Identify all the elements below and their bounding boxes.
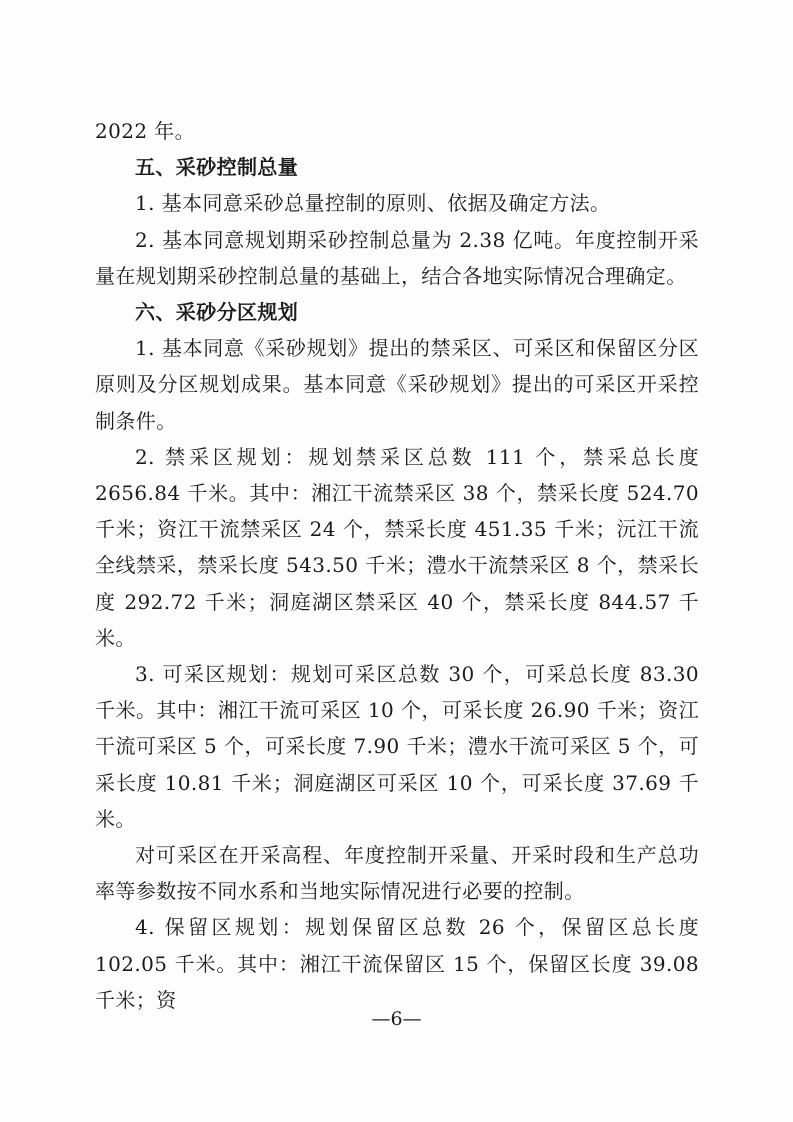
paragraph-permitted-zone-controls: 对可采区在开采高程、年度控制开采量、开采时段和生产总功率等参数按不同水系和当地实际情况进行必要的控制。 [95,843,699,904]
paragraph-5-2: 2. 基本同意规划期采砂控制总量为 2.38 亿吨。年度控制开采量在规划期采砂控制总量的基础上，结合各地实际情况合理确定。 [95,227,699,288]
paragraph-5-1: 1. 基本同意采砂总量控制的原则、依据及确定方法。 [135,191,611,216]
paragraph-6-3-permitted-zones: 3. 可采区规划：规划可采区总数 30 个，可采总长度 83.30 千米。其中：湘江干流可采区 10 个，可采长度 26.90 千米；资江干流可采区 5 个，可采长度 7.90 千米；澧水干流可采区 5 个，可采长度 10.81 千米；洞庭湖区可采区 10 个，可采长度 37.69 千米。 [95,662,699,831]
section-heading-5: 五、采砂控制总量 [135,155,299,180]
paragraph-6-2-prohibited-zones: 2. 禁采区规划：规划禁采区总数 111 个，禁采总长度 2656.84 千米。其中：湘江干流禁采区 38 个，禁采长度 524.70 千米；资江干流禁采区 24 个，禁采长度 451.35 千米；沅江干流全线禁采，禁采长度 543.50 千米；澧水干流禁采区 8 个，禁采长度 292.72 千米；洞庭湖区禁采区 40 个，禁采长度 844.57 千米。 [95,444,699,650]
paragraph-6-1: 1. 基本同意《采砂规划》提出的禁采区、可采区和保留区分区原则及分区规划成果。基本同意《采砂规划》提出的可采区开采控制条件。 [95,336,699,433]
section-heading-6: 六、采砂分区规划 [135,300,299,325]
page-number: —6— [371,1008,422,1030]
document-body [95,113,699,1018]
paragraph-continuation: 2022 年。 [95,119,196,143]
paragraph-6-4-reserved-zones: 4. 保留区规划：规划保留区总数 26 个，保留区总长度 102.05 千米。其中：湘江干流保留区 15 个，保留区长度 39.08 千米；资 [95,915,699,1012]
